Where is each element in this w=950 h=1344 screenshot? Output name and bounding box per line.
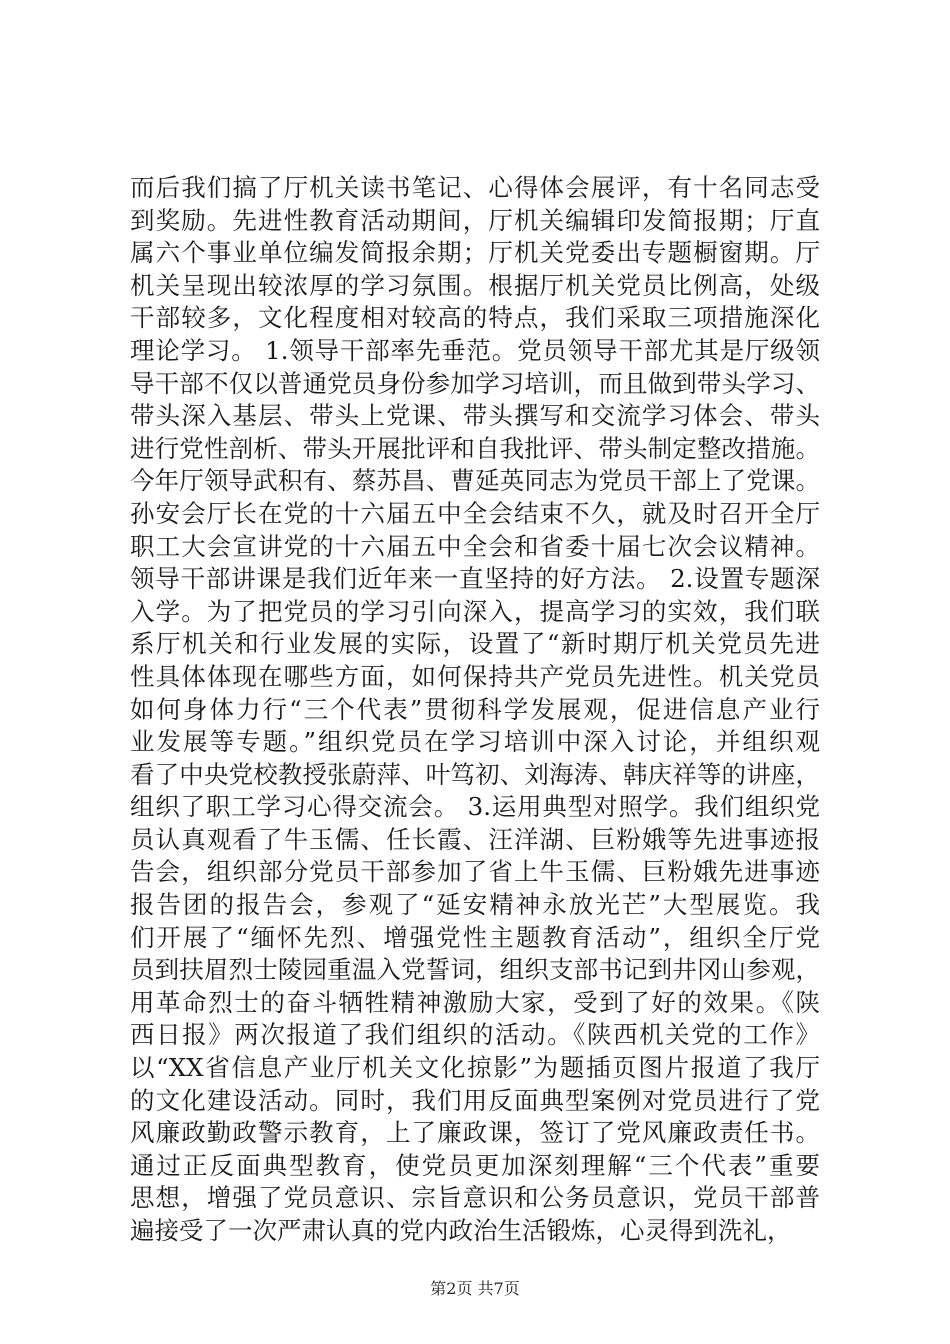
text-line: 入学。为了把党员的学习引向深入，提高学习的实效，我们联	[130, 596, 820, 626]
text-line: 以“XX省信息产业厅机关文化掠影”为题插页图片报道了我厅	[130, 1053, 820, 1083]
text-line: 领导干部讲课是我们近年来一直坚持的好方法。 2.设置专题深	[130, 564, 820, 594]
text-line: 如何身体力行“三个代表”贯彻科学发展观，促进信息产业行	[130, 694, 820, 724]
text-line: 业发展等专题。”组织党员在学习培训中深入讨论，并组织观	[130, 727, 820, 757]
text-line: 性具体体现在哪些方面，如何保持共产党员先进性。机关党员	[130, 661, 820, 691]
text-line: 看了中央党校教授张蔚萍、叶笃初、刘海涛、韩庆祥等的讲座，	[130, 759, 820, 789]
text-line: 西日报》两次报道了我们组织的活动。《陕西机关党的工作》	[130, 1020, 820, 1050]
text-line: 组织了职工学习心得交流会。 3.运用典型对照学。我们组织党	[130, 792, 820, 822]
text-line: 今年厅领导武积有、蔡苏昌、曹延英同志为党员干部上了党课。	[130, 466, 820, 496]
page-footer: 第2页 共7页	[430, 1279, 520, 1298]
text-line: 理论学习。 1.领导干部率先垂范。党员领导干部尤其是厅级领	[130, 335, 820, 365]
body-text	[130, 172, 820, 1248]
text-line: 遍接受了一次严肃认真的党内政治生活锻炼，心灵得到洗礼，	[130, 1216, 792, 1245]
text-line: 思想，增强了党员意识、宗旨意识和公务员意识，党员干部普	[130, 1183, 820, 1213]
text-line: 进行党性剖析、带头开展批评和自我批评、带头制定整改措施。	[130, 433, 820, 463]
text-line: 报告团的报告会，参观了“延安精神永放光芒”大型展览。我	[130, 890, 820, 920]
text-line: 导干部不仅以普通党员身份参加学习培训，而且做到带头学习、	[130, 368, 820, 398]
text-line: 孙安会厅长在党的十六届五中全会结束不久，就及时召开全厅	[130, 498, 820, 528]
text-line: 干部较多，文化程度相对较高的特点，我们采取三项措施深化	[130, 303, 820, 333]
text-line: 系厅机关和行业发展的实际，设置了“新时期厅机关党员先进	[130, 629, 820, 659]
text-line: 风廉政勤政警示教育，上了廉政课，签订了党风廉政责任书。	[130, 1118, 820, 1148]
text-line: 员认真观看了牛玉儒、任长霞、汪洋湖、巨粉娥等先进事迹报	[130, 824, 820, 854]
text-line: 而后我们搞了厅机关读书笔记、心得体会展评，有十名同志受	[130, 173, 820, 202]
text-line: 员到扶眉烈士陵园重温入党誓词，组织支部书记到井冈山参观，	[130, 955, 820, 985]
text-line: 带头深入基层、带头上党课、带头撰写和交流学习体会、带头	[130, 401, 820, 431]
text-line: 的文化建设活动。同时，我们用反面典型案例对党员进行了党	[130, 1085, 820, 1115]
text-line: 机关呈现出较浓厚的学习氛围。根据厅机关党员比例高，处级	[130, 270, 820, 300]
text-line: 到奖励。先进性教育活动期间，厅机关编辑印发简报期；厅直	[130, 205, 820, 235]
text-line: 通过正反面典型教育，使党员更加深刻理解“三个代表”重要	[130, 1150, 820, 1180]
text-line: 告会，组织部分党员干部参加了省上牛玉儒、巨粉娥先进事迹	[130, 857, 820, 887]
text-line: 们开展了“缅怀先烈、增强党性主题教育活动”，组织全厅党	[130, 922, 820, 952]
text-line: 职工大会宣讲党的十六届五中全会和省委十届七次会议精神。	[130, 531, 820, 561]
text-line: 属六个事业单位编发简报余期；厅机关党委出专题橱窗期。厅	[130, 238, 820, 268]
text-line: 用革命烈士的奋斗牺牲精神激励大家，受到了好的效果。《陕	[130, 987, 820, 1017]
